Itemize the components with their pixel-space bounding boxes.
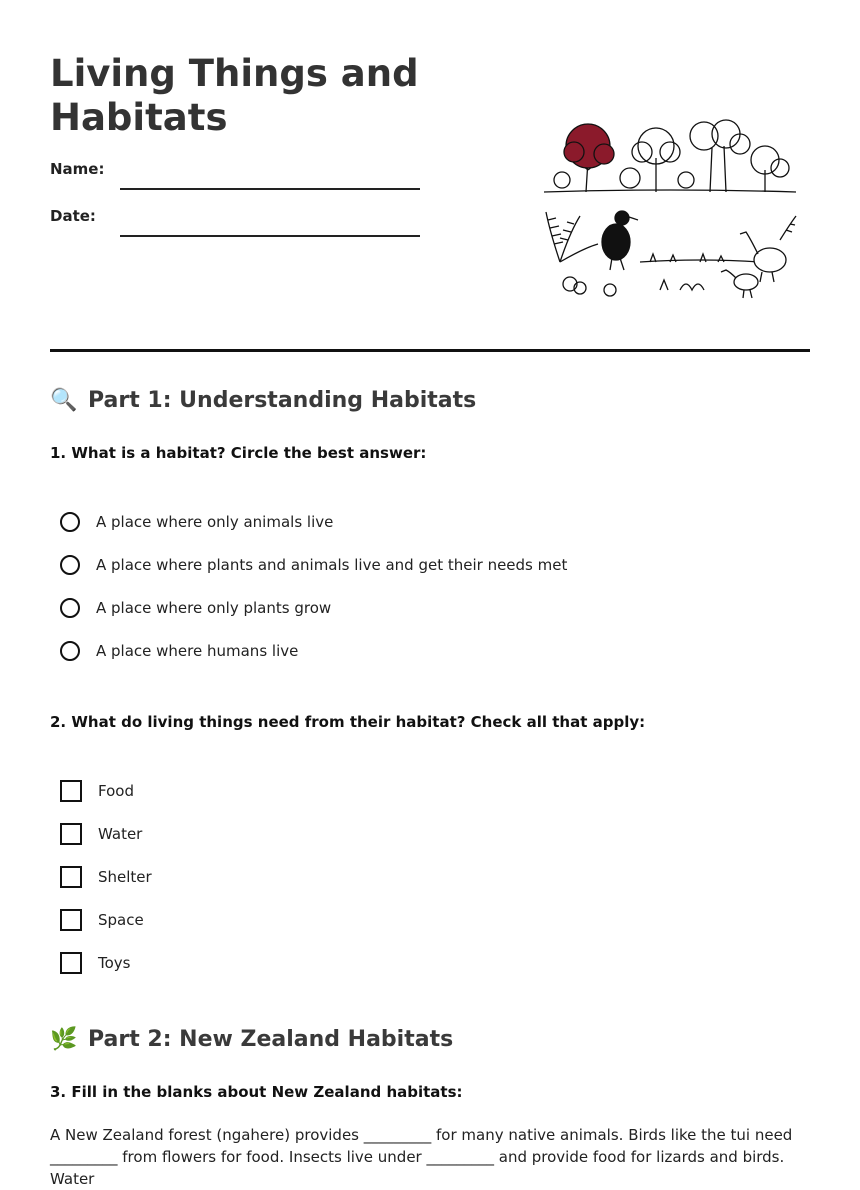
question-3: 3. Fill in the blanks about New Zealand habitats: [50,1083,463,1101]
radio-circle[interactable] [60,555,80,575]
q2-option-toys[interactable] [60,952,130,974]
radio-circle[interactable] [60,641,80,661]
date-field[interactable] [50,207,430,237]
q1-option-2[interactable] [60,555,567,575]
option-label: A place where humans live [96,642,299,660]
part1-heading [50,388,476,413]
radio-circle[interactable] [60,512,80,532]
option-label: Water [98,825,143,843]
part2-heading [50,1027,453,1052]
checkbox[interactable] [60,823,82,845]
habitat-illustration [540,112,800,304]
fill-in-paragraph: A New Zealand forest (ngahere) provides _________ for many native animals. Birds like the tui need _________ from flowers for food. Insects live under _________ and provide food for lizards and birds. Water [50,1126,793,1188]
part2-heading-text: Part 2: New Zealand Habitats [88,1027,454,1052]
date-line[interactable] [120,235,420,237]
question-1: 1. What is a habitat? Circle the best answer: [50,444,427,462]
date-label: Date: [50,207,96,225]
radio-circle[interactable] [60,598,80,618]
name-line[interactable] [120,188,420,190]
question-2: 2. What do living things need from their habitat? Check all that apply: [50,713,646,731]
q2-option-shelter[interactable] [60,866,152,888]
part1-heading-text: Part 1: Understanding Habitats [88,388,477,413]
option-label: Toys [98,954,131,972]
q1-option-3[interactable] [60,598,331,618]
q2-option-space[interactable] [60,909,144,931]
herb-icon: 🌿 [50,1027,78,1052]
name-label: Name: [50,160,105,178]
q1-option-1[interactable] [60,512,333,532]
option-label: Food [98,782,134,800]
magnifying-glass-icon: 🔍 [50,388,78,413]
checkbox[interactable] [60,909,82,931]
q2-option-food[interactable] [60,780,134,802]
option-label: A place where only plants grow [96,599,332,617]
section-divider [50,349,810,352]
worksheet-title: Living Things and Habitats [50,52,419,139]
q1-option-4[interactable] [60,641,298,661]
option-label: A place where plants and animals live and get their needs met [96,556,568,574]
checkbox[interactable] [60,952,82,974]
option-label: A place where only animals live [96,513,334,531]
checkbox[interactable] [60,866,82,888]
q2-option-water[interactable] [60,823,142,845]
name-field[interactable] [50,160,430,190]
option-label: Shelter [98,868,152,886]
option-label: Space [98,911,144,929]
checkbox[interactable] [60,780,82,802]
